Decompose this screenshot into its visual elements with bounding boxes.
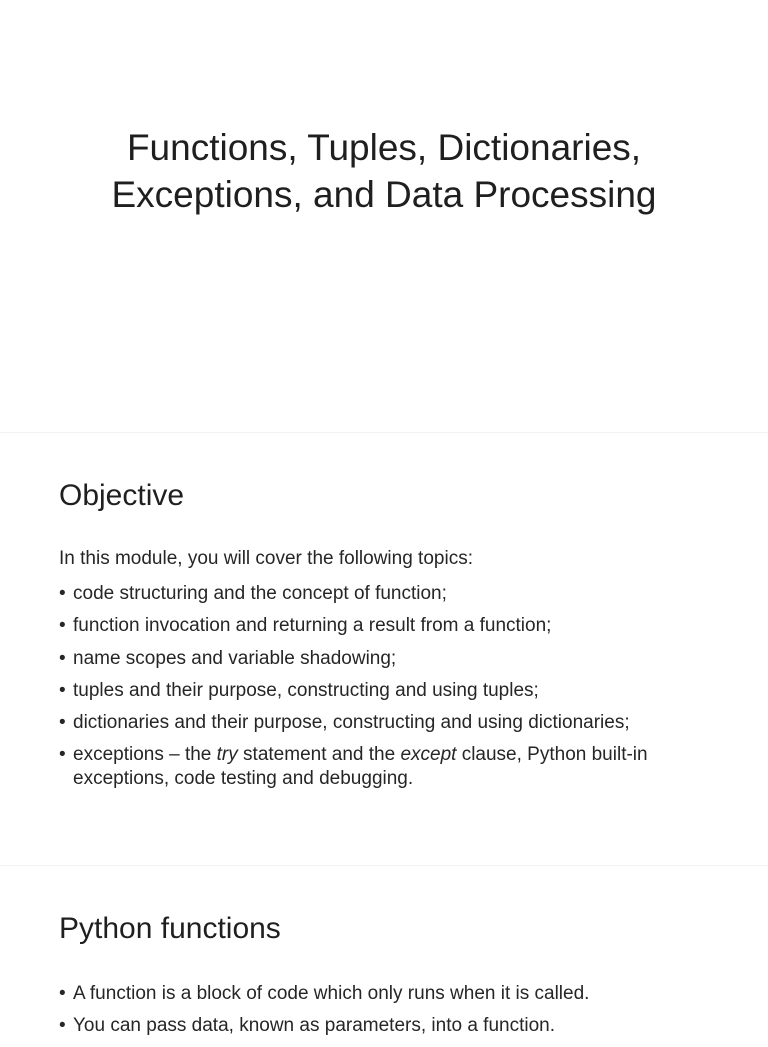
- list-item-text: function invocation and returning a result from a function;: [73, 615, 552, 637]
- list-item-text: You can pass data, known as parameters, into a function.: [73, 1015, 555, 1037]
- bullet-icon: •: [59, 615, 66, 637]
- list-item-text: name scopes and variable shadowing;: [73, 647, 397, 669]
- try-keyword: try: [216, 744, 238, 766]
- bullet-icon: •: [59, 583, 66, 604]
- bullet-icon: •: [59, 1015, 66, 1037]
- objective-heading: Objective: [59, 479, 185, 512]
- bullet-icon: •: [59, 983, 66, 1004]
- list-item: [59, 614, 719, 638]
- title-slide: [0, 0, 768, 432]
- except-keyword: except: [400, 744, 457, 766]
- list-item: [59, 711, 719, 735]
- exceptions-item-part-3: clause, Python built-in exceptions, code testing and debugging.: [73, 744, 648, 790]
- list-item: [59, 743, 719, 791]
- functions-list: [59, 982, 719, 1047]
- objective-slide: [0, 433, 768, 865]
- bullet-icon: •: [59, 744, 66, 766]
- list-item-text: A function is a block of code which only runs when it is called.: [73, 983, 590, 1004]
- list-item: [59, 647, 719, 671]
- exceptions-item-part-1: exceptions – the: [73, 744, 217, 766]
- list-item-text: tuples and their purpose, constructing and using tuples;: [73, 679, 539, 701]
- exceptions-item-part-2: statement and the: [237, 744, 401, 766]
- list-item: [59, 982, 719, 1006]
- list-item: [59, 582, 719, 606]
- title-line-1: Functions, Tuples, Dictionaries,: [126, 127, 642, 168]
- objective-intro: In this module, you will cover the following topics:: [59, 548, 473, 569]
- python-functions-slide: [0, 866, 768, 1037]
- list-item-text: dictionaries and their purpose, constructing and using dictionaries;: [73, 712, 630, 734]
- bullet-icon: •: [59, 647, 66, 669]
- objective-topic-list: [59, 582, 719, 800]
- list-item: [59, 1014, 719, 1038]
- functions-heading: Python functions: [59, 912, 281, 945]
- list-item: [59, 679, 719, 703]
- list-item-text: code structuring and the concept of function;: [73, 583, 447, 604]
- bullet-icon: •: [59, 679, 66, 701]
- bullet-icon: •: [59, 712, 66, 734]
- title-line-2: Exceptions, and Data Processing: [111, 174, 657, 215]
- slide-title: [40, 124, 728, 218]
